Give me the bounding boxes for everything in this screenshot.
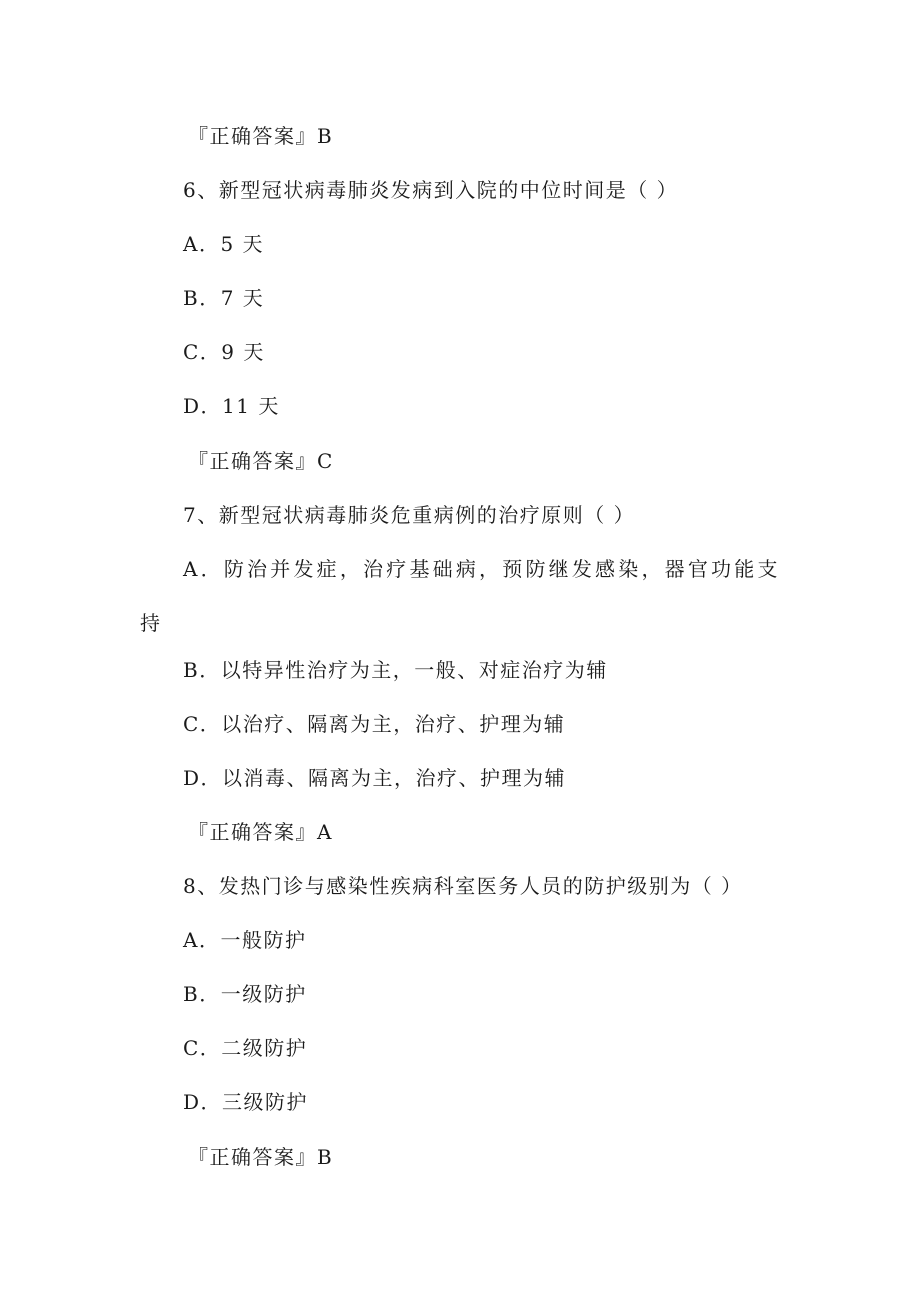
answer-line: 『正确答案』A (188, 820, 333, 844)
option-a-wrapped (140, 555, 790, 637)
question-8: 8、发热门诊与感染性疾病科室医务人员的防护级别为（ ） (183, 874, 743, 898)
answer-line: 『正确答案』B (188, 124, 334, 148)
option-b: B．以特异性治疗为主，一般、对症治疗为辅 (183, 658, 608, 682)
option-d: D．以消毒、隔离为主，治疗、护理为辅 (183, 766, 567, 790)
option-a: A．一般防护 (183, 928, 307, 952)
option-d: D．11 天 (183, 394, 280, 418)
option-a: A．5 天 (183, 232, 265, 256)
option-c: C．二级防护 (183, 1036, 308, 1060)
answer-line: 『正确答案』C (188, 449, 334, 473)
option-c: C．9 天 (183, 340, 265, 364)
option-a-text: A．防治并发症，治疗基础病，预防继发感染，器官功能支 (183, 557, 781, 581)
option-b: B．7 天 (183, 286, 265, 310)
option-d: D．三级防护 (183, 1090, 309, 1114)
option-a-continuation: 持 (140, 611, 164, 635)
question-6: 6、新型冠状病毒肺炎发病到入院的中位时间是（ ） (183, 178, 679, 202)
option-c: C．以治疗、隔离为主，治疗、护理为辅 (183, 712, 566, 736)
answer-line: 『正确答案』B (188, 1145, 334, 1169)
question-7: 7、新型冠状病毒肺炎危重病例的治疗原则（ ） (183, 503, 636, 527)
option-b: B．一级防护 (183, 982, 307, 1006)
